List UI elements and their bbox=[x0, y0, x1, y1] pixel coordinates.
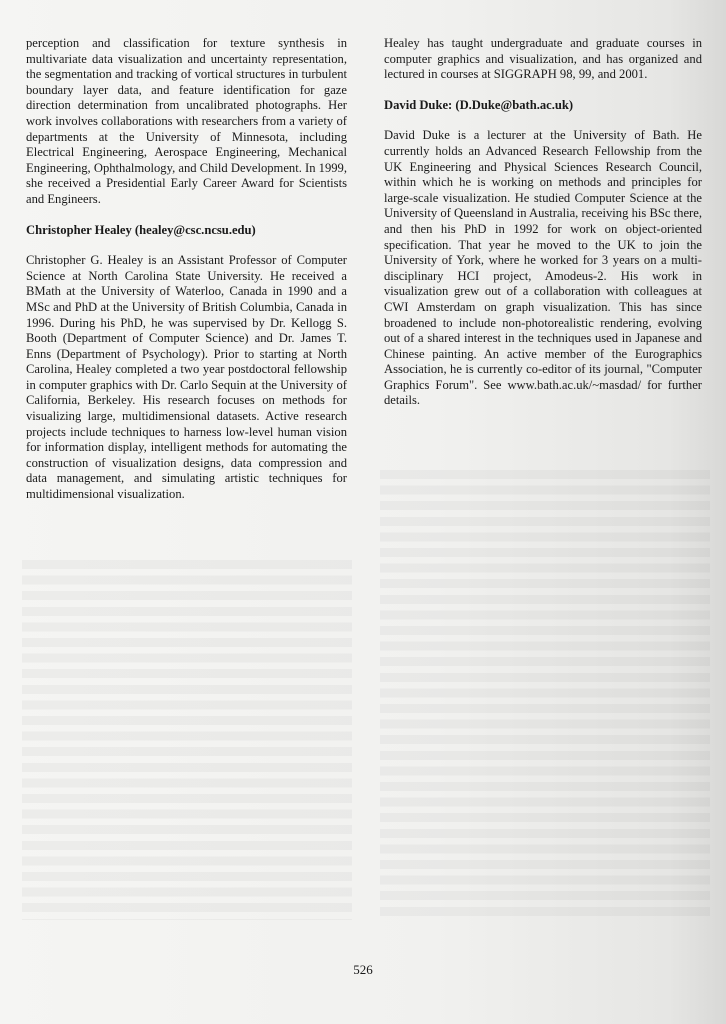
healey-paragraph: Christopher G. Healey is an Assistant Professor of Computer Science at North Carolina State University. He received a BMath at the University of Waterloo, Canada in 1990 and a MSc and PhD at the University of British Columbia, Canada in 1996. During his PhD, he was supervised by Dr. Kellogg S. Booth (Department of Computer Science) and Dr. James T. Enns (Department of Psychology). Prior to starting at North Carolina, Healey completed a two year postdoctoral fellowship in computer graphics with Dr. Carlo Sequin at the University of California, Berkeley. His research focuses on methods for visualizing large, multidimensional datasets. Active research projects include techniques to harness low-level human vision for information display, intelligent methods for automating the construction of visualization designs, data compression and data management, and simulating artistic techniques for multidimensional visualization. bbox=[26, 253, 347, 502]
intro-paragraph: perception and classification for texture synthesis in multivariate data visualization and uncertainty representation, the segmentation and tracking of vortical structures in turbulent boundary layer data, and feature identification for gaze direction determination from uncalibrated photographs. Her work involves collaborations with researchers from a variety of departments at the University of Minnesota, including Electrical Engineering, Aerospace Engineering, Mechanical Engineering, Ophthalmology, and Child Development. In 1999, she received a Presidential Early Career Award for Scientists and Engineers. bbox=[26, 36, 347, 206]
healey-heading: Christopher Healey (healey@csc.ncsu.edu) bbox=[26, 222, 256, 237]
right-column bbox=[384, 36, 702, 409]
show-through-texture bbox=[380, 470, 710, 920]
duke-paragraph: David Duke is a lecturer at the University of Bath. He currently holds an Advanced Research Fellowship from the UK Engineering and Physical Sciences Research Council, within which he is working on methods and principles for large-scale visualization. He studied Computer Science at the University of Queensland in Australia, receiving his BSc there, and then his PhD in 1992 for work on object-oriented specification. That year he moved to the UK to join the University of York, where he worked for 3 years on a multi-disciplinary HCI project, Amodeus-2. His work in visualization grew out of a collaboration with colleagues at CWI Amsterdam on graph visualization. This has since broadened to include non-photorealistic rendering, evolving out of a shared interest in the techniques used in Japanese and Chinese painting. An active member of the Eurographics Association, he is currently co-editor of its journal, "Computer Graphics Forum". See www.bath.ac.uk/~masdad/ for further details. bbox=[384, 128, 702, 408]
duke-heading: David Duke: (D.Duke@bath.ac.uk) bbox=[384, 97, 574, 112]
healey-continued-paragraph: Healey has taught undergraduate and graduate courses in computer graphics and visualization, and has organized and lectured in courses at SIGGRAPH 98, 99, and 2001. bbox=[384, 36, 702, 82]
left-column bbox=[26, 36, 347, 503]
show-through-texture-left bbox=[22, 560, 352, 920]
page-number: 526 bbox=[353, 962, 373, 977]
